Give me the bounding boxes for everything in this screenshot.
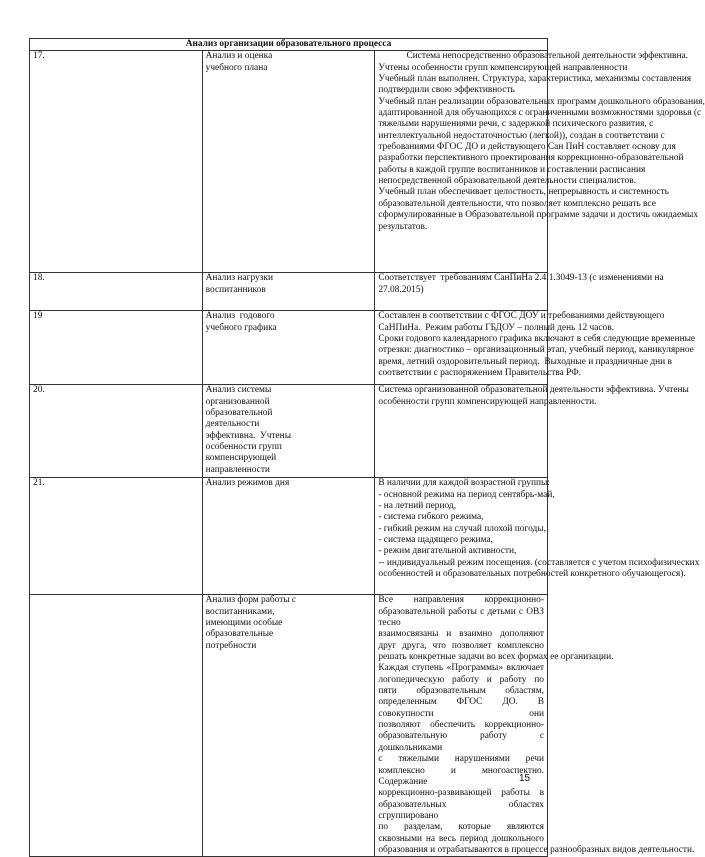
content-line: Все направления коррекционно-образовательной работы с детьми с ОВЗ тесно — [378, 595, 544, 629]
content-line: 27.08.2015) — [378, 284, 424, 295]
row-content — [375, 273, 664, 311]
content-line: тяжелыми нарушениями речи, с задержкой психического развития, с — [378, 119, 654, 130]
content-line: соответствии с распоряжением Правительства РФ. — [378, 368, 581, 379]
content-line: Сроки годового календарного графика включают в себя следующие временные — [378, 334, 696, 345]
content-line: Учебный план выполнен. Структура, характеристика, механизмы составления — [378, 74, 692, 85]
table-row — [30, 311, 548, 385]
name-line: Анализ нагрузки — [205, 273, 273, 284]
content-line: работы в каждой группе воспитанников и составлении расписания — [378, 164, 646, 175]
row-number: 19 — [30, 311, 203, 385]
row-content — [375, 311, 696, 385]
content-line: В наличии для каждой возрастной группы: — [378, 478, 550, 489]
section-header-row — [30, 39, 548, 51]
row-number — [30, 595, 203, 857]
name-line: имеющими особые — [205, 618, 283, 629]
table-row — [30, 478, 548, 595]
content-line: разработки перспективного проектирования коррекционно-образовательной — [378, 153, 684, 164]
content-line: подтвердили свою эффективность — [378, 85, 515, 96]
table-row — [30, 595, 548, 857]
name-line: Анализ форм работы с — [205, 595, 297, 606]
name-line: организованной — [205, 396, 270, 407]
row-content — [375, 51, 705, 273]
name-line: воспитанниками, — [205, 606, 275, 617]
content-line: Учебный план обеспечивает целостность, непрерывность и системность — [378, 187, 669, 198]
content-line: Система организованной образовательной деятельности эффективна. Учтены — [378, 385, 689, 396]
name-line: Анализ системы — [205, 385, 272, 396]
name-line: компенсирующей — [205, 453, 277, 464]
row-content — [375, 478, 700, 595]
content-line: пяти образовательным областям, определенным ФГОС ДО. В совокупности они — [378, 686, 544, 719]
content-line: требованиями ФГОС ДО и действующего Сан ПиН составляет основу для — [378, 142, 676, 153]
row-content — [375, 595, 695, 857]
name-line: воспитанников — [205, 284, 266, 295]
content-line: Учебный план реализации образовательных программ дошкольного образования, — [378, 96, 705, 107]
row-name — [202, 51, 375, 273]
section-title: Анализ организации образовательного процесса — [30, 39, 548, 51]
name-line: потребности — [205, 640, 257, 651]
content-line: интеллектуальной недостаточностью (легкой)), создан в соответствии с — [378, 130, 665, 141]
name-line: учебного графика — [205, 322, 277, 333]
content-line: с тяжелыми нарушениями речи комплексно и многоаспектно. Содержание — [378, 754, 544, 787]
row-name — [202, 595, 375, 857]
table-row — [30, 51, 548, 273]
row-name — [202, 478, 375, 595]
content-line: Соответствует требованиям СанПиНа 2.4.1.3049-13 (с изменениями на — [378, 273, 664, 284]
row-number: 21. — [30, 478, 203, 595]
content-line: особенностей и образовательных потребностей конкретного обучающегося). — [378, 569, 686, 580]
name-line: Анализ режимов дня — [205, 478, 290, 489]
name-line: учебного плана — [205, 62, 268, 73]
name-line: образовательные — [205, 629, 274, 640]
content-line: - система гибкого режима, — [378, 512, 484, 523]
row-name — [202, 311, 375, 385]
content-line: Система непосредственно образовательной деятельности эффективна. — [378, 51, 688, 62]
content-line: СаНПиНа. Режим работы ГБДОУ – полный день 12 часов. — [378, 322, 615, 333]
row-number: 17. — [30, 51, 203, 273]
content-line: - на летний период, — [378, 501, 457, 512]
content-line: - гибкий режим на случай плохой погоды, — [378, 523, 546, 534]
name-line: эффективна. Учтены — [205, 430, 291, 441]
content-line: Учтены особенности групп компенсирующей направленности — [378, 62, 628, 73]
content-line: образовательной деятельности, что позволяет комплексно решать все — [378, 198, 656, 209]
content-line: Каждая ступень «Программы» включает логопедическую работу и работу по — [378, 663, 544, 685]
content-line: результатов. — [378, 221, 428, 232]
analysis-table — [29, 38, 705, 857]
row-name — [202, 273, 375, 311]
page-number: 15 — [519, 773, 531, 784]
content-line: сформулированные в Образовательной программе задачи и достичь ожидаемых — [378, 210, 699, 221]
content-line: - режим двигательной активности, — [378, 546, 517, 557]
row-name — [202, 385, 375, 478]
row-number: 20. — [30, 385, 203, 478]
name-line: деятельности — [205, 419, 260, 430]
content-line: взаимосвязаны и взаимно дополняют друг друга, что позволяет комплексно — [378, 629, 544, 651]
table-row — [30, 385, 548, 478]
name-line: Анализ годового — [205, 311, 275, 322]
content-line: - основной режима на период сентябрь-май, — [378, 489, 555, 500]
name-line: Анализ и оценка — [205, 51, 273, 62]
name-line: особенности групп — [205, 442, 282, 453]
row-content — [375, 385, 689, 478]
name-line: образовательной — [205, 408, 273, 419]
content-line: образования и отрабатываются в процессе разнообразных видов деятельности. — [378, 844, 695, 855]
content-line: время, летний оздоровительный период. Выходные и праздничные дни в — [378, 356, 672, 367]
content-line: по разделам, которые являются сквозными на весь период дошкольного — [378, 822, 544, 844]
content-line: непосредственной образовательной деятельности специалистов. — [378, 176, 637, 187]
name-line: направленности — [205, 464, 270, 475]
content-line: адаптированной для обучающихся с ограниченными возможностями здоровья (с — [378, 108, 702, 119]
content-line: -- индивидуальный режим посещения. (составляется с учетом психофизических — [378, 557, 700, 568]
content-line: - система щадящего режима, — [378, 535, 493, 546]
row-number: 18. — [30, 273, 203, 311]
content-line: особенности групп компенсирующей направленности. — [378, 396, 597, 407]
content-line: Составлен в соответствии с ФГОС ДОУ и требованиями действующего — [378, 311, 665, 322]
content-line: решать конкретные задачи во всех формах ее организации. — [378, 652, 614, 663]
content-line: позволяют обеспечить коррекционно-образовательную работу с дошкольниками — [378, 720, 544, 753]
content-line: отрезки: диагностико – организационный этап, учебный период, каникулярное — [378, 345, 694, 356]
content-line: коррекционно-развивающей работы в образовательных областях сгруппировано — [378, 788, 544, 821]
table-row — [30, 273, 548, 311]
